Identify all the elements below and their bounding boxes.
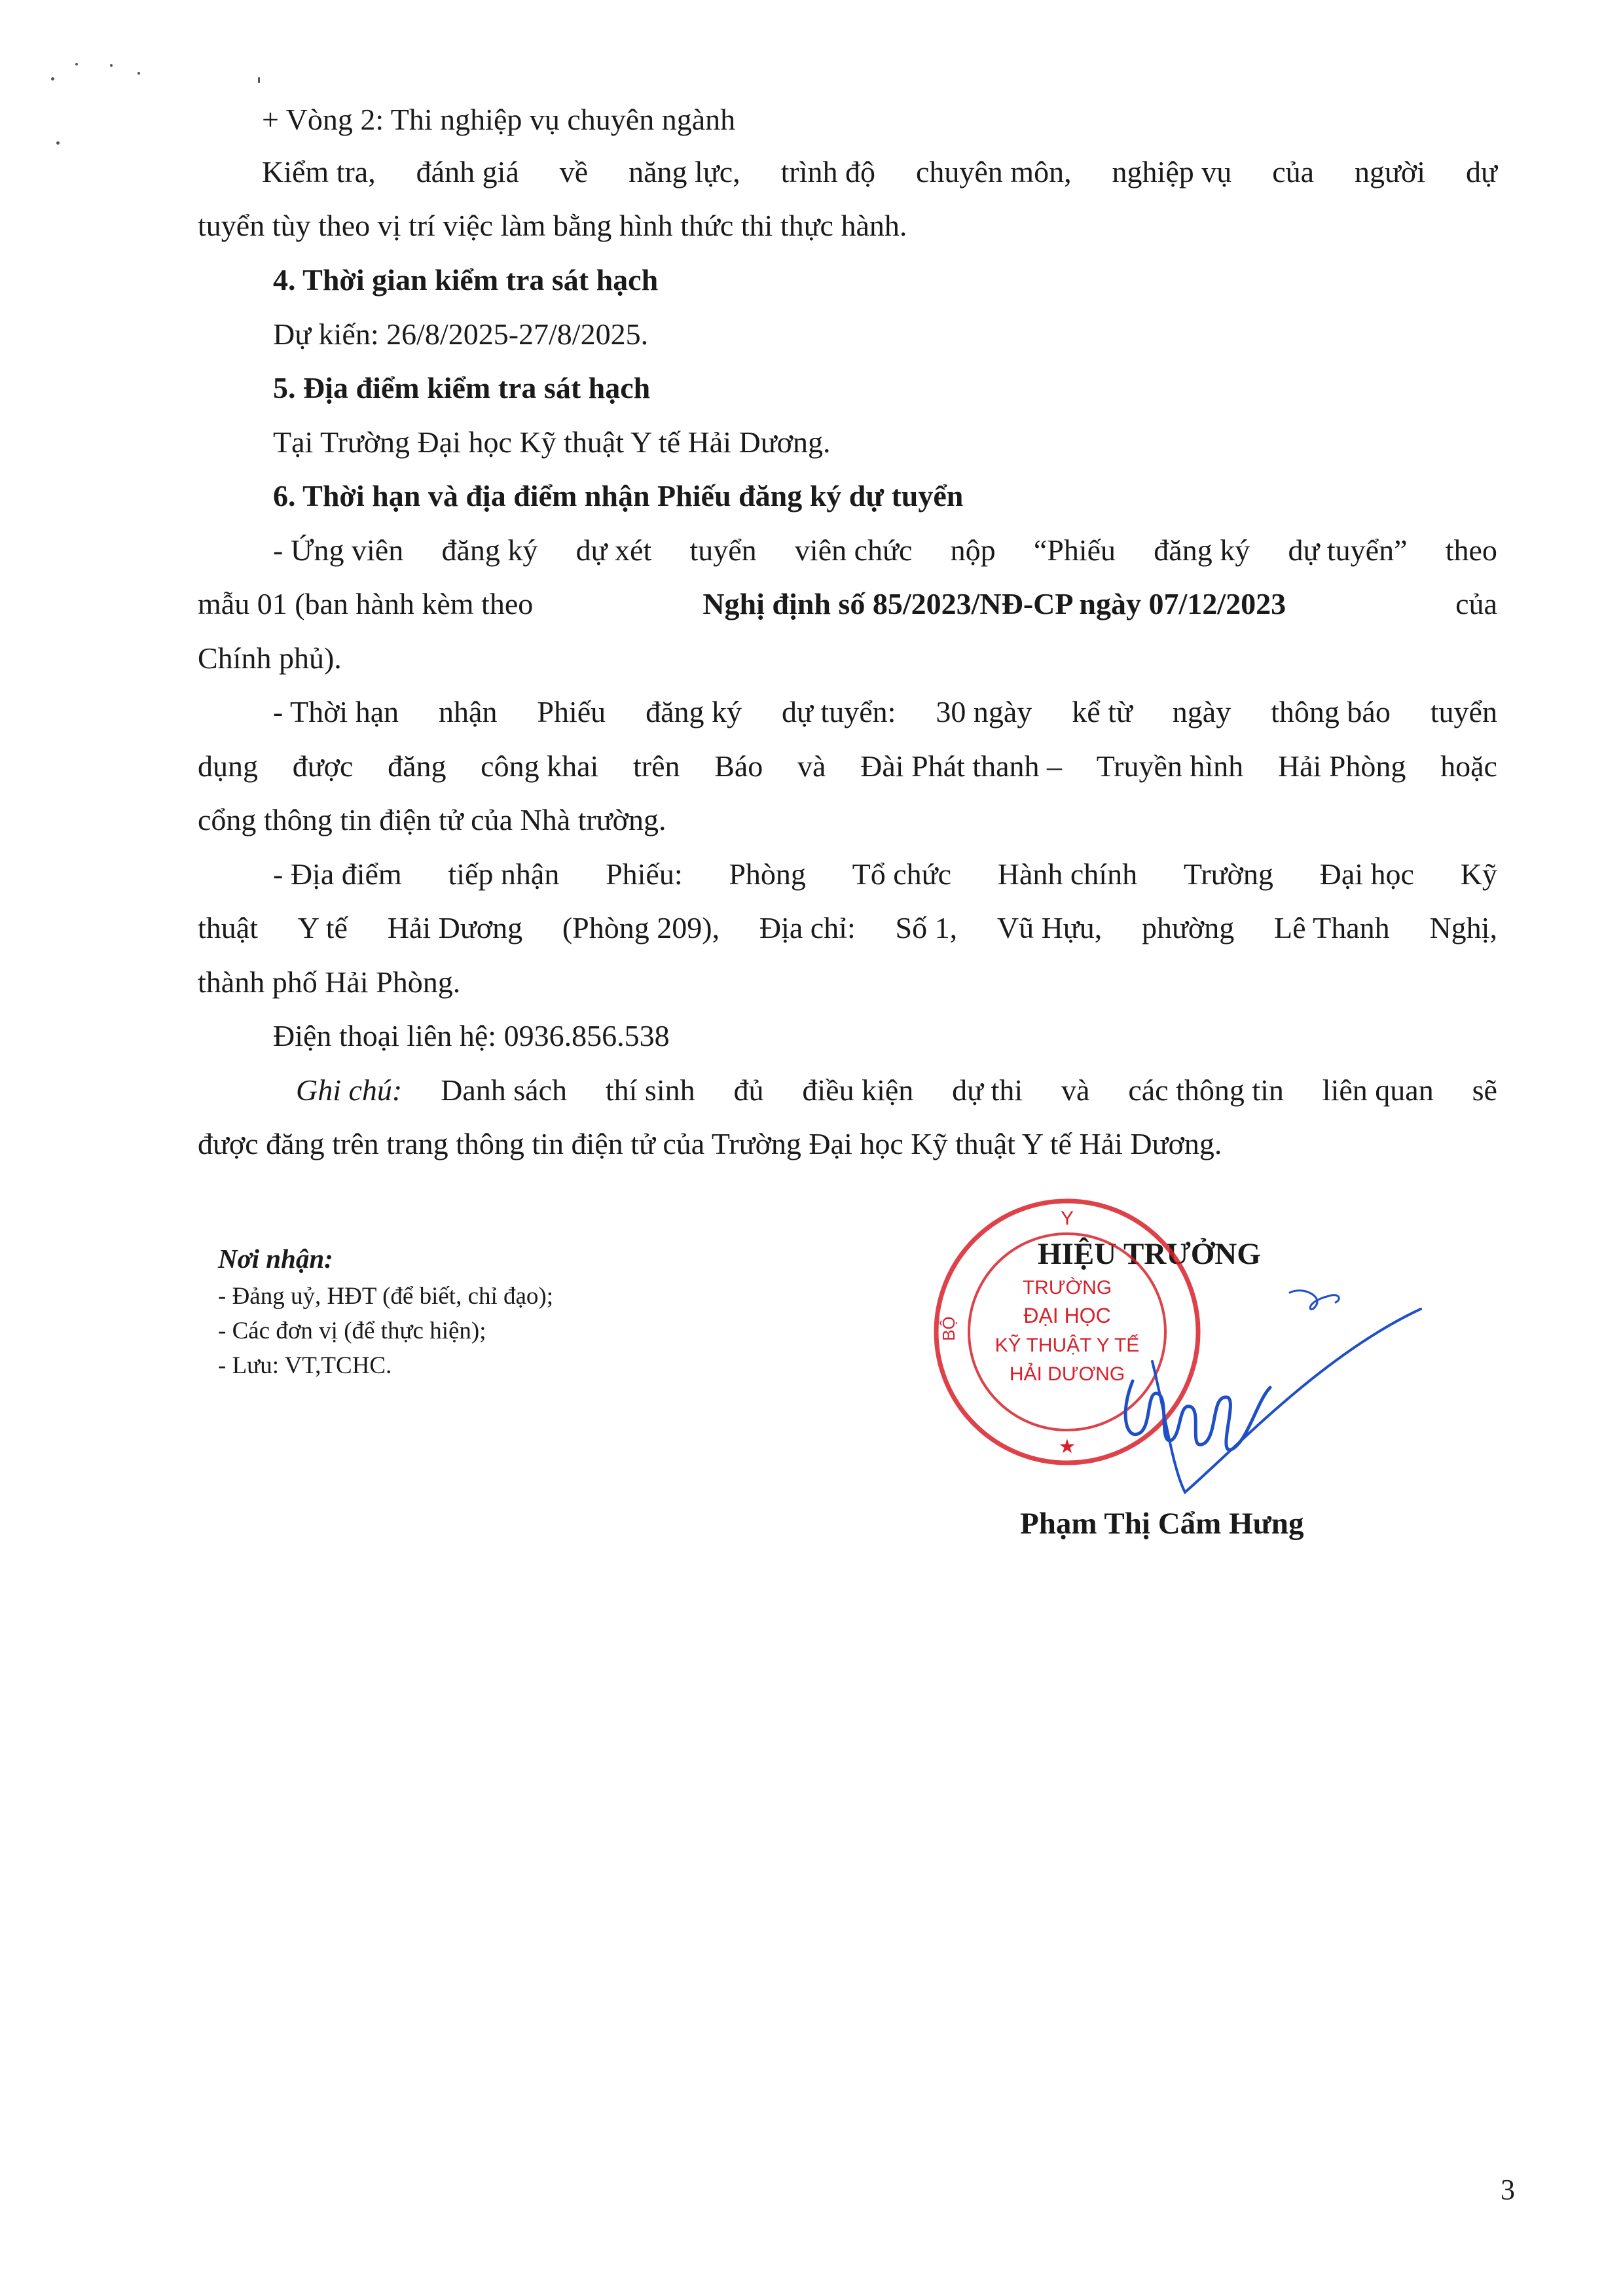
section6-p1-line2 <box>198 589 1497 619</box>
word: dự tuyển” <box>1288 533 1408 567</box>
word: đăng ký <box>646 695 742 728</box>
word: Đại học <box>1319 857 1414 891</box>
word: thí sinh <box>605 1073 695 1107</box>
signer-name: Phạm Thị Cẩm Hưng <box>1020 1507 1304 1541</box>
word: viên chức <box>794 533 913 567</box>
stamp-line: KỸ THUẬT Y TẾ <box>994 1335 1140 1356</box>
word: trên <box>632 749 680 783</box>
scan-speck <box>51 77 54 81</box>
word: dụng <box>198 749 258 783</box>
word: dự thi <box>952 1073 1023 1107</box>
word: nghiệp vụ <box>1112 155 1232 188</box>
stamp-line: HẢI DƯƠNG <box>1009 1363 1125 1385</box>
scan-speck <box>56 141 60 145</box>
word: - Địa điểm <box>273 857 402 891</box>
round2-desc-line1 <box>262 157 1497 187</box>
recipients-title: Nơi nhận: <box>218 1244 333 1274</box>
word: phường <box>1141 911 1235 944</box>
word: theo <box>1445 533 1497 567</box>
note-label: Ghi chú: <box>296 1073 403 1107</box>
word: Nghị, <box>1429 911 1497 944</box>
word: Địa chỉ: <box>759 911 856 944</box>
word: Tổ chức <box>852 857 952 891</box>
word: năng lực, <box>629 155 740 188</box>
word: Kiểm tra, <box>262 155 376 188</box>
word: tuyển <box>1430 695 1497 728</box>
word: Phiếu: <box>606 857 683 891</box>
signer-position: HIỆU TRƯỞNG <box>1038 1237 1261 1271</box>
word: Kỹ <box>1460 857 1497 891</box>
word: Phiếu <box>537 695 606 728</box>
word: trình độ <box>780 155 876 188</box>
word: dự tuyển: <box>781 695 896 728</box>
section6-p1-line3: Chính phủ). <box>198 641 342 675</box>
word: hoặc <box>1440 749 1497 783</box>
word: Lê Thanh <box>1273 911 1390 944</box>
round2-desc-line2: tuyển tùy theo vị trí việc làm bằng hình thức thi thực hành. <box>198 209 907 242</box>
recipient-item: - Các đơn vị (để thực hiện); <box>218 1318 486 1344</box>
word: đủ <box>733 1073 764 1107</box>
word: Hải Phòng <box>1277 749 1406 783</box>
word: của <box>1272 155 1315 188</box>
handwritten-signature <box>1106 1283 1434 1499</box>
word: dự xét <box>575 533 652 567</box>
recipient-item: - Đảng uỷ, HĐT (để biết, chỉ đạo); <box>218 1283 554 1310</box>
word: nộp <box>950 533 996 567</box>
round2-title: + Vòng 2: Thi nghiệp vụ chuyên ngành <box>262 103 736 136</box>
word: và <box>797 749 826 783</box>
section5-text: Tại Trường Đại học Kỹ thuật Y tế Hải Dương. <box>273 425 831 459</box>
scan-speck <box>258 77 260 83</box>
recipient-item: - Lưu: VT,TCHC. <box>218 1352 392 1379</box>
word: nhận <box>439 695 498 728</box>
section6-p1-line1 <box>273 535 1497 565</box>
word: dự <box>1466 155 1497 188</box>
word: về <box>559 155 589 188</box>
stamp-side-text: BỘ <box>939 1316 958 1341</box>
note-line1 <box>296 1075 1497 1105</box>
word: liên quan <box>1322 1073 1434 1107</box>
section6-p2-line1 <box>273 697 1497 727</box>
section6-p3-line3: thành phố Hải Phòng. <box>198 965 461 999</box>
section6-heading: 6. Thời hạn và địa điểm nhận Phiếu đăng ký dự tuyển <box>273 479 964 512</box>
scan-speck <box>75 63 78 65</box>
stamp-top-text: Y <box>1060 1208 1074 1229</box>
section6-p1-line2-start: mẫu 01 (ban hành kèm theo <box>198 587 541 620</box>
word: đăng <box>388 749 447 783</box>
stamp-line: TRƯỜNG <box>1022 1277 1112 1299</box>
section6-p2-line3: cổng thông tin điện tử của Nhà trường. <box>198 803 666 836</box>
word: thông báo <box>1271 695 1391 728</box>
scan-speck <box>137 72 140 75</box>
scan-speck <box>110 64 113 67</box>
word: đăng ký <box>1154 533 1250 567</box>
word: Trường <box>1183 857 1273 891</box>
word: điều kiện <box>802 1073 914 1107</box>
word: tuyển <box>689 533 757 567</box>
word: Hành chính <box>997 857 1138 891</box>
word: Đài Phát thanh – <box>860 749 1062 783</box>
word: đánh giá <box>416 155 519 188</box>
word: Y tế <box>297 911 348 944</box>
word: Truyền hình <box>1096 749 1244 783</box>
section6-p3-line2 <box>198 913 1497 943</box>
word: Phòng <box>729 857 806 891</box>
word: - Thời hạn <box>273 695 399 728</box>
section6-p2-line2 <box>198 751 1497 781</box>
word: được <box>292 749 354 783</box>
section6-p3-line1 <box>273 859 1497 889</box>
decree-reference: Nghị định số 85/2023/NĐ-CP ngày 07/12/2023 <box>702 587 1286 620</box>
word: người <box>1355 155 1426 188</box>
word: ngày <box>1172 695 1231 728</box>
word: Vũ Hựu, <box>996 911 1103 944</box>
stamp-line: ĐẠI HỌC <box>1023 1304 1111 1327</box>
word: Số 1, <box>895 911 958 944</box>
word: “Phiếu <box>1033 533 1116 567</box>
word: chuyên môn, <box>915 155 1072 188</box>
word: công khai <box>481 749 599 783</box>
word: Hải Dương <box>387 911 523 944</box>
note-line2: được đăng trên trang thông tin điện tử của Trường Đại học Kỹ thuật Y tế Hải Dương. <box>198 1127 1222 1160</box>
word: Danh sách <box>441 1073 567 1107</box>
word: tiếp nhận <box>448 857 560 891</box>
word: các thông tin <box>1128 1073 1284 1107</box>
word: kể từ <box>1072 695 1133 728</box>
word: - Ứng viên <box>273 533 404 567</box>
section4-heading: 4. Thời gian kiểm tra sát hạch <box>273 263 659 296</box>
section4-text: Dự kiến: 26/8/2025-27/8/2025. <box>273 317 649 351</box>
word: 30 ngày <box>936 695 1032 728</box>
stamp-star-icon: ★ <box>1058 1435 1076 1458</box>
word: thuật <box>198 911 258 944</box>
section6-p1-line2-end: của <box>1448 587 1497 620</box>
phone-contact: Điện thoại liên hệ: 0936.856.538 <box>273 1019 670 1052</box>
word: và <box>1061 1073 1090 1107</box>
signature-graphic <box>1106 1283 1434 1499</box>
word: Báo <box>714 749 763 783</box>
word: đăng ký <box>441 533 538 567</box>
section5-heading: 5. Địa điểm kiểm tra sát hạch <box>273 371 651 404</box>
page-number: 3 <box>1501 2174 1515 2206</box>
word: (Phòng 209), <box>562 911 720 944</box>
word: sẽ <box>1472 1073 1497 1107</box>
